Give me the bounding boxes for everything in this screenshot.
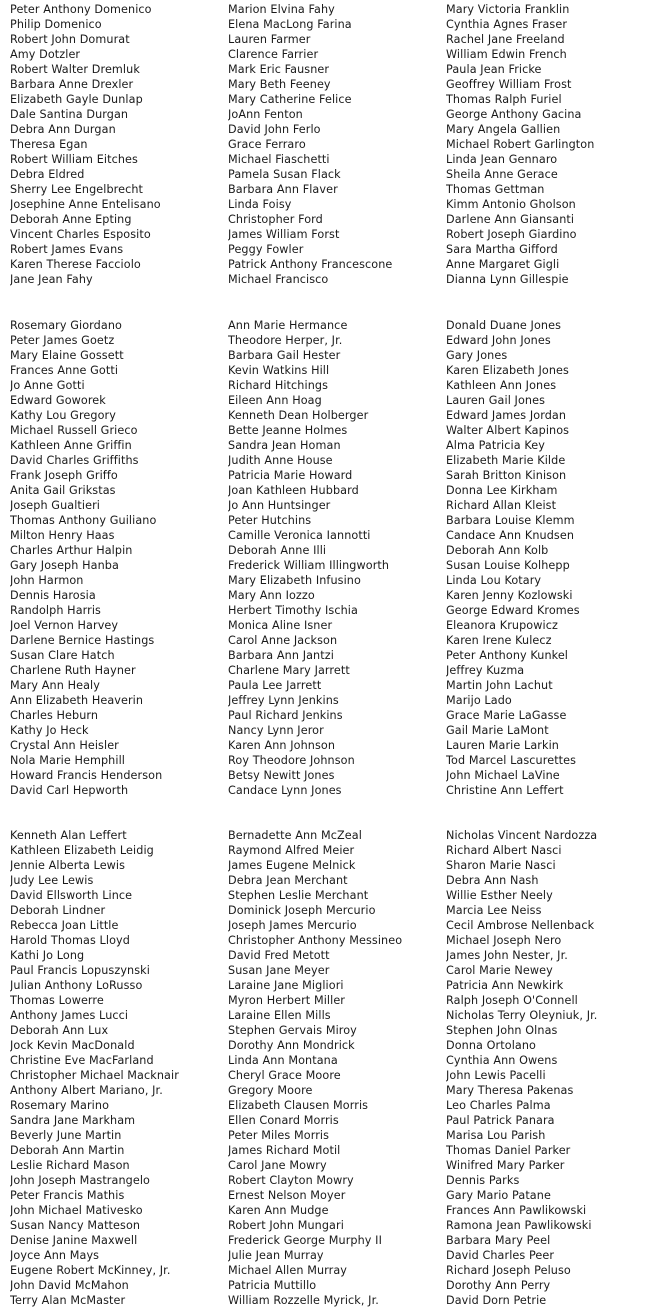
list-item: Peggy Fowler <box>228 243 304 256</box>
list-item: Peter James Goetz <box>10 334 115 347</box>
list-item: Barbara Mary Peel <box>446 1234 551 1247</box>
list-item: Robert William Eitches <box>10 153 138 166</box>
list-item: Susan Nancy Matteson <box>10 1219 141 1232</box>
list-item: Paul Richard Jenkins <box>228 709 343 722</box>
list-item: Kathleen Anne Griffin <box>10 439 132 452</box>
list-item: Betsy Newitt Jones <box>228 769 335 782</box>
list-item: Linda Foisy <box>228 198 292 211</box>
list-item: Denise Janine Maxwell <box>10 1234 138 1247</box>
list-item: Edward Goworek <box>10 394 106 407</box>
list-item: Kenneth Alan Leffert <box>10 829 127 842</box>
list-item: Judith Anne House <box>228 454 333 467</box>
list-item: Beverly June Martin <box>10 1129 122 1142</box>
list-item: David Charles Peer <box>446 1249 555 1262</box>
name-column <box>10 2 225 287</box>
list-item: Gary Jones <box>446 349 508 362</box>
list-item: Rosemary Marino <box>10 1099 110 1112</box>
list-item: Crystal Ann Heisler <box>10 739 119 752</box>
list-item: Anita Gail Grikstas <box>10 484 116 497</box>
list-item: Barbara Gail Hester <box>228 349 341 362</box>
list-item: Donald Duane Jones <box>446 319 562 332</box>
list-item: Jane Jean Fahy <box>10 273 93 286</box>
list-item: Josephine Anne Entelisano <box>10 198 161 211</box>
list-item: Dominick Joseph Mercurio <box>228 904 376 917</box>
list-item: Theresa Egan <box>10 138 88 151</box>
list-item: Paula Jean Fricke <box>446 63 542 76</box>
list-item: Dale Santina Durgan <box>10 108 129 121</box>
list-item: Karen Elizabeth Jones <box>446 364 569 377</box>
list-item: Mary Catherine Felice <box>228 93 352 106</box>
list-item: Peter Hutchins <box>228 514 312 527</box>
list-item: James William Forst <box>228 228 340 241</box>
list-item: David John Ferlo <box>228 123 321 136</box>
list-item: Terry Alan McMaster <box>10 1294 126 1307</box>
list-item: Barbara Louise Klemm <box>446 514 575 527</box>
list-item: James John Nester, Jr. <box>446 949 568 962</box>
list-item: Marijo Lado <box>446 694 512 707</box>
list-item: Marisa Lou Parish <box>446 1129 546 1142</box>
list-item: Gail Marie LaMont <box>446 724 549 737</box>
name-column <box>446 318 648 798</box>
list-item: Paula Lee Jarrett <box>228 679 322 692</box>
list-item: Randolph Harris <box>10 604 101 617</box>
list-item: Raymond Alfred Meier <box>228 844 355 857</box>
list-item: Ann Elizabeth Heaverin <box>10 694 144 707</box>
list-item: Thomas Anthony Guiliano <box>10 514 157 527</box>
list-item: Deborah Anne Epting <box>10 213 132 226</box>
list-item: Frederick William Illingworth <box>228 559 390 572</box>
list-item: Leslie Richard Mason <box>10 1159 130 1172</box>
list-item: Linda Ann Montana <box>228 1054 338 1067</box>
list-item: Deborah Lindner <box>10 904 106 917</box>
list-item: Karen Therese Facciolo <box>10 258 141 271</box>
list-item: Sara Martha Gifford <box>446 243 558 256</box>
list-item: Stephen Gervais Miroy <box>228 1024 357 1037</box>
list-item: Peter Anthony Kunkel <box>446 649 569 662</box>
list-item: Deborah Ann Kolb <box>446 544 549 557</box>
list-item: Elizabeth Clausen Morris <box>228 1099 369 1112</box>
list-item: George Anthony Gacina <box>446 108 582 121</box>
list-item: Darlene Bernice Hastings <box>10 634 155 647</box>
list-item: Sandra Jane Markham <box>10 1114 136 1127</box>
list-item: Anthony James Lucci <box>10 1009 129 1022</box>
list-item: Carol Anne Jackson <box>228 634 338 647</box>
list-item: William Edwin French <box>446 48 567 61</box>
list-item: John Lewis Pacelli <box>446 1069 546 1082</box>
list-item: Gregory Moore <box>228 1084 313 1097</box>
list-item: Peter Francis Mathis <box>10 1189 125 1202</box>
list-item: Robert John Domurat <box>10 33 130 46</box>
list-item: Kimm Antonio Gholson <box>446 198 576 211</box>
list-item: Pamela Susan Flack <box>228 168 341 181</box>
list-item: Marcia Lee Neiss <box>446 904 542 917</box>
list-item: Charles Heburn <box>10 709 99 722</box>
list-item: Kathy Lou Gregory <box>10 409 116 422</box>
list-item: Deborah Ann Martin <box>10 1144 125 1157</box>
list-item: Robert Walter Dremluk <box>10 63 140 76</box>
list-item: Frank Joseph Griffo <box>10 469 118 482</box>
list-item: Anthony Albert Mariano, Jr. <box>10 1084 163 1097</box>
list-item: Elizabeth Gayle Dunlap <box>10 93 143 106</box>
list-item: Clarence Farrier <box>228 48 319 61</box>
list-item: Marion Elvina Fahy <box>228 3 335 16</box>
list-item: Barbara Anne Drexler <box>10 78 134 91</box>
list-item: Linda Lou Kotary <box>446 574 542 587</box>
name-column <box>228 318 443 798</box>
list-item: Philip Domenico <box>10 18 102 31</box>
list-item: Michael Allen Murray <box>228 1264 348 1277</box>
list-item: Cynthia Agnes Fraser <box>446 18 568 31</box>
list-item: John Michael Mativesko <box>10 1204 143 1217</box>
list-item: Eleanora Krupowicz <box>446 619 558 632</box>
list-item: Mary Victoria Franklin <box>446 3 570 16</box>
list-item: Frederick George Murphy II <box>228 1234 382 1247</box>
list-item: Mary Ann Iozzo <box>228 589 315 602</box>
list-item: John Harmon <box>10 574 84 587</box>
list-item: Christopher Anthony Messineo <box>228 934 403 947</box>
list-item: Dennis Parks <box>446 1174 520 1187</box>
list-item: Walter Albert Kapinos <box>446 424 570 437</box>
list-item: Anne Margaret Gigli <box>446 258 560 271</box>
list-item: Kathleen Ann Jones <box>446 379 557 392</box>
list-item: Michael Francisco <box>228 273 329 286</box>
list-item: Christopher Michael Macknair <box>10 1069 179 1082</box>
list-item: Edward John Jones <box>446 334 551 347</box>
list-item: Dorothy Ann Mondrick <box>228 1039 355 1052</box>
list-item: Michael Fiaschetti <box>228 153 330 166</box>
list-item: John David McMahon <box>10 1279 129 1292</box>
list-item: Robert John Mungari <box>228 1219 344 1232</box>
list-item: Jo Anne Gotti <box>10 379 85 392</box>
list-item: Richard Joseph Peluso <box>446 1264 571 1277</box>
list-item: Nicholas Vincent Nardozza <box>446 829 598 842</box>
list-item: John Joseph Mastrangelo <box>10 1174 150 1187</box>
list-item: Bernadette Ann McZeal <box>228 829 362 842</box>
list-item: Laraine Ellen Mills <box>228 1009 331 1022</box>
list-item: Jeffrey Kuzma <box>446 664 525 677</box>
list-item: Donna Ortolano <box>446 1039 536 1052</box>
list-item: Rosemary Giordano <box>10 319 122 332</box>
list-item: Karen Jenny Kozlowski <box>446 589 573 602</box>
list-item: Barbara Ann Jantzi <box>228 649 334 662</box>
list-item: Vincent Charles Esposito <box>10 228 151 241</box>
list-item: David Carl Hepworth <box>10 784 129 797</box>
list-item: Tod Marcel Lascurettes <box>446 754 577 767</box>
list-item: Julian Anthony LoRusso <box>10 979 143 992</box>
list-item: David Charles Griffiths <box>10 454 139 467</box>
list-item: JoAnn Fenton <box>228 108 303 121</box>
list-item: Ann Marie Hermance <box>228 319 348 332</box>
list-item: Thomas Lowerre <box>10 994 104 1007</box>
list-item: Candace Ann Knudsen <box>446 529 575 542</box>
list-item: Sherry Lee Engelbrecht <box>10 183 144 196</box>
list-item: Charlene Mary Jarrett <box>228 664 350 677</box>
list-item: Patrick Anthony Francescone <box>228 258 393 271</box>
list-item: Sarah Britton Kinison <box>446 469 567 482</box>
list-item: Willie Esther Neely <box>446 889 553 902</box>
list-item: Ernest Nelson Moyer <box>228 1189 346 1202</box>
list-item: Debra Eldred <box>10 168 85 181</box>
list-item: Karen Ann Mudge <box>228 1204 329 1217</box>
list-item: Michael Joseph Nero <box>446 934 562 947</box>
list-item: Nola Marie Hemphill <box>10 754 125 767</box>
list-item: Gary Mario Patane <box>446 1189 551 1202</box>
list-item: Mark Eric Fausner <box>228 63 330 76</box>
list-item: Christine Ann Leffert <box>446 784 564 797</box>
list-item: Ellen Conard Morris <box>228 1114 339 1127</box>
list-item: Carol Marie Newey <box>446 964 553 977</box>
list-item: Joan Kathleen Hubbard <box>228 484 359 497</box>
list-item: Charlene Ruth Hayner <box>10 664 136 677</box>
list-item: Kenneth Dean Holberger <box>228 409 369 422</box>
name-column <box>10 828 225 1308</box>
list-item: Judy Lee Lewis <box>10 874 94 887</box>
list-item: Lauren Farmer <box>228 33 311 46</box>
list-item: Debra Jean Merchant <box>228 874 348 887</box>
list-item: Dennis Harosia <box>10 589 96 602</box>
list-item: Paul Patrick Panara <box>446 1114 555 1127</box>
list-item: Eugene Robert McKinney, Jr. <box>10 1264 171 1277</box>
list-item: Sharon Marie Nasci <box>446 859 556 872</box>
list-item: Kevin Watkins Hill <box>228 364 330 377</box>
list-item: Lauren Marie Larkin <box>446 739 559 752</box>
list-item: Alma Patricia Key <box>446 439 545 452</box>
list-item: Grace Ferraro <box>228 138 306 151</box>
list-item: James Richard Motil <box>228 1144 341 1157</box>
list-item: Joseph Gualtieri <box>10 499 101 512</box>
list-item: Candace Lynn Jones <box>228 784 342 797</box>
list-item: George Edward Kromes <box>446 604 580 617</box>
list-item: Patricia Ann Newkirk <box>446 979 564 992</box>
list-item: Robert Clayton Mowry <box>228 1174 354 1187</box>
list-item: David Dorn Petrie <box>446 1294 547 1307</box>
list-item: Thomas Gettman <box>446 183 545 196</box>
list-item: Thomas Ralph Furiel <box>446 93 562 106</box>
list-item: Susan Jane Meyer <box>228 964 330 977</box>
list-item: Herbert Timothy Ischia <box>228 604 358 617</box>
list-item: Charles Arthur Halpin <box>10 544 133 557</box>
list-item: William Rozzelle Myrick, Jr. <box>228 1294 379 1307</box>
list-item: Amy Dotzler <box>10 48 81 61</box>
list-item: John Michael LaVine <box>446 769 560 782</box>
list-item: Christine Eve MacFarland <box>10 1054 154 1067</box>
list-item: Mary Beth Feeney <box>228 78 331 91</box>
list-item: Joel Vernon Harvey <box>10 619 119 632</box>
name-column <box>228 2 443 287</box>
list-item: Monica Aline Isner <box>228 619 333 632</box>
list-item: Camille Veronica Iannotti <box>228 529 371 542</box>
name-column <box>446 2 648 287</box>
list-item: Mary Theresa Pakenas <box>446 1084 574 1097</box>
list-item: Dianna Lynn Gillespie <box>446 273 569 286</box>
list-item: Bette Jeanne Holmes <box>228 424 348 437</box>
list-item: Milton Henry Haas <box>10 529 115 542</box>
list-item: Elizabeth Marie Kilde <box>446 454 566 467</box>
list-item: Patricia Marie Howard <box>228 469 353 482</box>
list-item: Cheryl Grace Moore <box>228 1069 341 1082</box>
list-item: Jeffrey Lynn Jenkins <box>228 694 339 707</box>
list-item: Kathy Jo Heck <box>10 724 89 737</box>
list-item: Sandra Jean Homan <box>228 439 341 452</box>
list-item: Peter Anthony Domenico <box>10 3 152 16</box>
list-item: Kathleen Elizabeth Leidig <box>10 844 154 857</box>
list-item: Carol Jane Mowry <box>228 1159 327 1172</box>
list-item: Ralph Joseph O'Connell <box>446 994 578 1007</box>
list-item: Joyce Ann Mays <box>10 1249 100 1262</box>
list-item: Myron Herbert Miller <box>228 994 345 1007</box>
list-item: Rachel Jane Freeland <box>446 33 565 46</box>
list-item: David Fred Metott <box>228 949 330 962</box>
list-item: Deborah Ann Lux <box>10 1024 109 1037</box>
list-item: Jo Ann Huntsinger <box>228 499 331 512</box>
list-item: Richard Albert Nasci <box>446 844 562 857</box>
list-item: Debra Ann Nash <box>446 874 539 887</box>
list-item: Richard Hitchings <box>228 379 329 392</box>
list-item: Rebecca Joan Little <box>10 919 119 932</box>
list-item: Jock Kevin MacDonald <box>10 1039 135 1052</box>
list-item: Karen Irene Kulecz <box>446 634 552 647</box>
list-item: Frances Anne Gotti <box>10 364 119 377</box>
list-item: Linda Jean Gennaro <box>446 153 558 166</box>
name-column <box>10 318 225 798</box>
list-item: Darlene Ann Giansanti <box>446 213 575 226</box>
list-item: Sheila Anne Gerace <box>446 168 558 181</box>
list-item: Jennie Alberta Lewis <box>10 859 126 872</box>
name-column <box>446 828 648 1308</box>
list-item: Karen Ann Johnson <box>228 739 336 752</box>
list-item: Michael Robert Garlington <box>446 138 595 151</box>
list-item: Debra Ann Durgan <box>10 123 116 136</box>
list-item: Joseph James Mercurio <box>228 919 357 932</box>
name-column <box>228 828 443 1308</box>
list-item: Donna Lee Kirkham <box>446 484 558 497</box>
list-item: Richard Allan Kleist <box>446 499 557 512</box>
list-item: Mary Elaine Gossett <box>10 349 124 362</box>
list-item: Eileen Ann Hoag <box>228 394 322 407</box>
list-item: Elena MacLong Farina <box>228 18 352 31</box>
list-item: Mary Elizabeth Infusino <box>228 574 361 587</box>
list-item: Stephen Leslie Merchant <box>228 889 369 902</box>
list-item: Christopher Ford <box>228 213 323 226</box>
list-item: Grace Marie LaGasse <box>446 709 567 722</box>
list-item: Leo Charles Palma <box>446 1099 551 1112</box>
list-item: Martin John Lachut <box>446 679 553 692</box>
list-item: Mary Angela Gallien <box>446 123 561 136</box>
list-item: Thomas Daniel Parker <box>446 1144 571 1157</box>
list-item: Deborah Anne Illi <box>228 544 327 557</box>
list-item: Cynthia Ann Owens <box>446 1054 558 1067</box>
list-item: Winifred Mary Parker <box>446 1159 565 1172</box>
list-item: Geoffrey William Frost <box>446 78 572 91</box>
list-item: Theodore Herper, Jr. <box>228 334 343 347</box>
list-item: Roy Theodore Johnson <box>228 754 355 767</box>
list-item: Peter Miles Morris <box>228 1129 330 1142</box>
list-item: Edward James Jordan <box>446 409 567 422</box>
list-item: James Eugene Melnick <box>228 859 356 872</box>
list-item: Gary Joseph Hanba <box>10 559 119 572</box>
list-item: Nancy Lynn Jeror <box>228 724 324 737</box>
list-item: Barbara Ann Flaver <box>228 183 338 196</box>
list-item: Laraine Jane Migliori <box>228 979 344 992</box>
list-item: Harold Thomas Lloyd <box>10 934 130 947</box>
list-item: Mary Ann Healy <box>10 679 100 692</box>
list-item: Ramona Jean Pawlikowski <box>446 1219 592 1232</box>
list-item: Paul Francis Lopuszynski <box>10 964 150 977</box>
list-item: Frances Ann Pawlikowski <box>446 1204 587 1217</box>
list-item: Lauren Gail Jones <box>446 394 546 407</box>
list-item: Robert Joseph Giardino <box>446 228 577 241</box>
list-item: Patricia Muttillo <box>228 1279 317 1292</box>
list-item: Nicholas Terry Oleyniuk, Jr. <box>446 1009 598 1022</box>
list-item: Julie Jean Murray <box>228 1249 324 1262</box>
list-item: Susan Louise Kolhepp <box>446 559 570 572</box>
list-item: Michael Russell Grieco <box>10 424 138 437</box>
list-item: David Ellsworth Lince <box>10 889 133 902</box>
list-item: Cecil Ambrose Nellenback <box>446 919 595 932</box>
list-item: Susan Clare Hatch <box>10 649 115 662</box>
list-item: Robert James Evans <box>10 243 124 256</box>
list-item: Stephen John Olnas <box>446 1024 558 1037</box>
list-item: Howard Francis Henderson <box>10 769 163 782</box>
list-item: Kathi Jo Long <box>10 949 85 962</box>
list-item: Dorothy Ann Perry <box>446 1279 551 1292</box>
